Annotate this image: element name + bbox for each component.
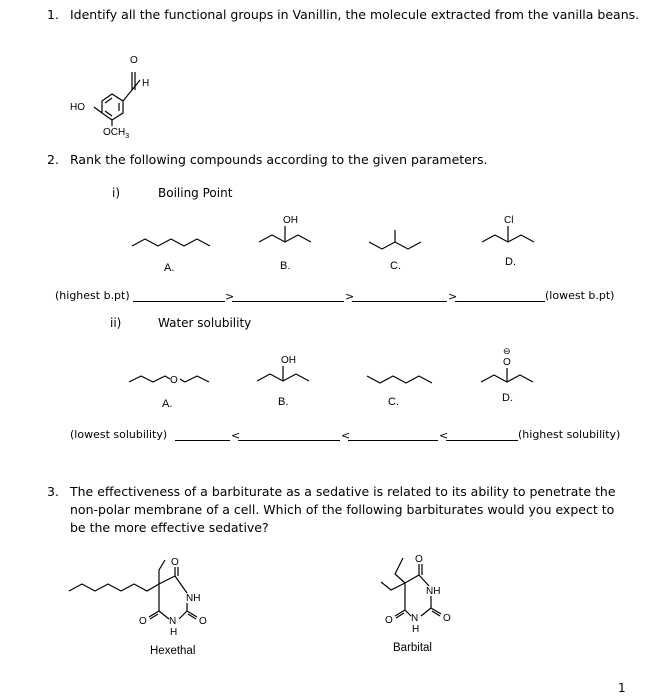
q2-part2-title: Water solubility <box>158 316 252 330</box>
barbital-name: Barbital <box>393 642 432 654</box>
sol-blank-2[interactable] <box>238 440 340 441</box>
sol-blank-3[interactable] <box>348 440 438 441</box>
q1-text: Identify all the functional groups in Vanillin, the molecule extracted from the vanilla beans. <box>70 7 640 22</box>
bp-molecule-c <box>365 225 435 255</box>
hexethal-name: Hexethal <box>150 645 196 657</box>
hexethal-nh-label: NH <box>186 593 201 604</box>
barbital-o-right: O <box>443 613 451 624</box>
sol-sep-2: < <box>341 429 351 442</box>
sol-minus-label: ⊖ <box>503 346 511 356</box>
barbital-structure <box>355 550 475 645</box>
vanillin-o-label: O <box>130 55 138 66</box>
bp-molecule-a <box>128 230 218 255</box>
q3-text: The effectiveness of a barbiturate as a sedative is related to its ability to penetrate the non-polar membrane of a cell. Which of the following barbiturates would you expect to be the more effective sedative? <box>70 484 616 535</box>
barbital-o-top: O <box>415 554 423 565</box>
bp-blank-1[interactable] <box>133 301 225 302</box>
sol-right-label: (highest solubility) <box>518 428 621 441</box>
vanillin-ring <box>102 94 123 120</box>
bp-blank-2[interactable] <box>232 301 344 302</box>
vanillin-ho-label: HO <box>70 102 85 113</box>
sol-blank-1[interactable] <box>175 440 230 441</box>
bp-blank-3[interactable] <box>352 301 447 302</box>
sol-label-a: A. <box>162 398 173 410</box>
bp-oh-label: OH <box>283 215 298 226</box>
vanillin-h-label: H <box>142 78 150 89</box>
barbital-nh-label: NH <box>426 586 441 597</box>
bp-label-b: B. <box>280 260 291 272</box>
sol-molecule-c <box>363 370 443 390</box>
sol-label-c: C. <box>388 396 399 408</box>
hexethal-o-left: O <box>139 616 147 627</box>
q1-number: 1. <box>47 7 59 22</box>
bp-sep-2: > <box>345 290 355 303</box>
sol-o-minus-label: O <box>503 357 511 368</box>
vanillin-structure <box>60 50 170 140</box>
sol-label-b: B. <box>278 396 289 408</box>
bp-blank-4[interactable] <box>455 301 545 302</box>
bp-left-label: (highest b.pt) <box>55 289 130 302</box>
bp-right-label: (lowest b.pt) <box>545 289 615 302</box>
barbital-o-left: O <box>385 615 393 626</box>
barbital-n-label: N <box>411 613 419 624</box>
q2-text: Rank the following compounds according to the given parameters. <box>70 152 488 167</box>
hexethal-o-right: O <box>199 616 207 627</box>
hexethal-o-top: O <box>171 557 179 568</box>
bp-molecule-b <box>255 212 325 252</box>
hexethal-h-label: H <box>170 627 178 638</box>
sol-label-d: D. <box>502 392 513 404</box>
sol-molecule-a <box>125 368 215 393</box>
q2-part1-title: Boiling Point <box>158 186 233 200</box>
sol-o-label: O <box>170 375 178 386</box>
bp-sep-1: > <box>225 290 235 303</box>
bp-molecule-d <box>478 212 548 252</box>
hexethal-n-label: N <box>169 616 177 627</box>
bp-sep-3: > <box>448 290 458 303</box>
bp-label-a: A. <box>164 262 175 274</box>
page-number: 1 <box>618 681 626 695</box>
q3-number: 3. <box>47 484 59 499</box>
q2-part2-roman: ii) <box>110 316 122 330</box>
bp-cl-label: Cl <box>504 215 514 226</box>
barbital-h-label: H <box>412 624 420 635</box>
vanillin-och3-label: $OCH_3$ <box>103 127 130 140</box>
sol-molecule-b <box>253 350 323 390</box>
sol-blank-4[interactable] <box>446 440 518 441</box>
sol-oh-label: OH <box>281 355 296 366</box>
q2-part1-roman: i) <box>112 186 121 200</box>
q2-number: 2. <box>47 152 59 167</box>
bp-label-c: C. <box>390 260 401 272</box>
sol-sep-1: < <box>231 429 241 442</box>
sol-left-label: (lowest solubility) <box>70 428 168 441</box>
sol-sep-3: < <box>439 429 449 442</box>
sol-molecule-d <box>477 346 547 391</box>
bp-label-d: D. <box>505 256 516 268</box>
hexethal-structure <box>65 555 225 645</box>
